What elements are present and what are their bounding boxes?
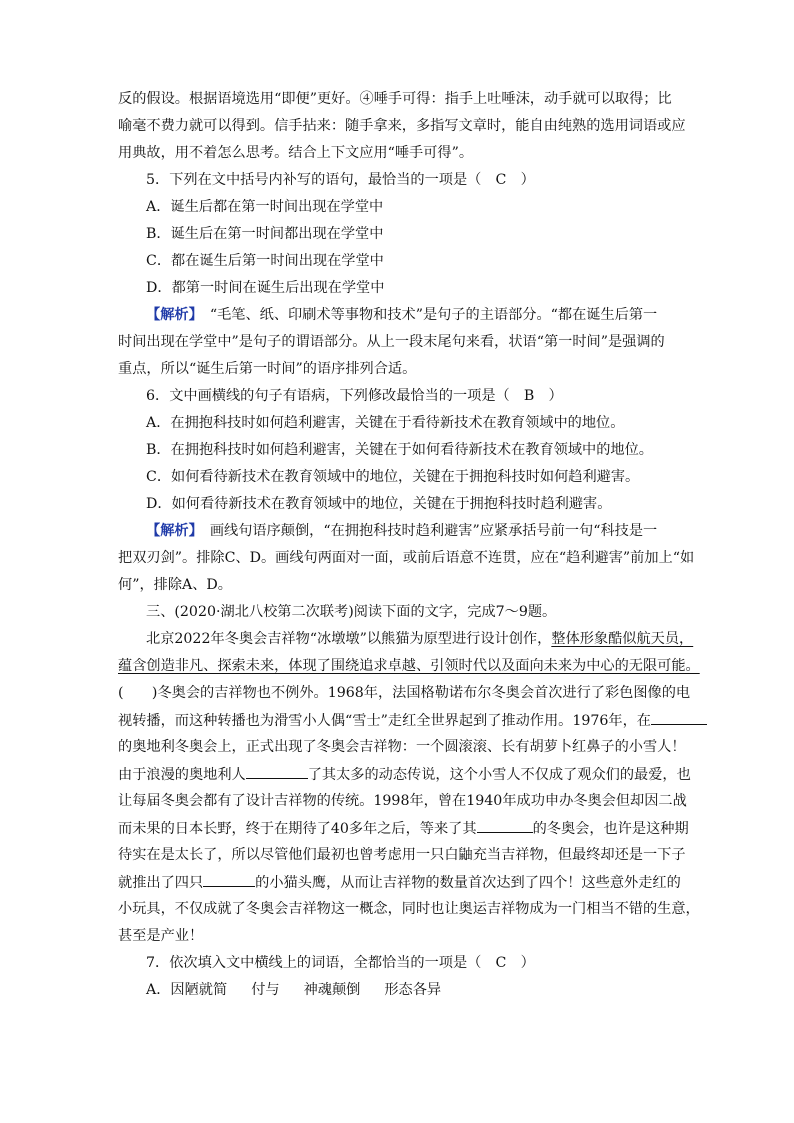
passage-text: 由于浪漫的奥地利人 — [118, 767, 246, 783]
q6-stem: 6．文中画横线的句子有语病，下列修改最恰当的一项是（ B ） — [146, 388, 563, 404]
passage-line-1 — [146, 626, 693, 653]
q5-option-b: B．诞生后在第一时间都出现在学堂中 — [146, 226, 384, 242]
q5-option-a: A．诞生后都在第一时间出现在学堂中 — [146, 199, 384, 215]
fill-blank-2[interactable] — [246, 761, 308, 779]
passage-line-9: 待实在是太长了，所以尽管他们最初也曾考虑用一只白鼬充当吉祥物，但最终却还是一下子 — [118, 847, 686, 863]
intro-line-3: 用典故，用不着怎么思考。结合上下文应用“唾手可得”。 — [118, 145, 474, 161]
q7-stem: 7．依次填入文中横线上的词语，全都恰当的一项是（ C ） — [146, 955, 535, 971]
passage-line-5: 的奥地利冬奥会上，正式出现了冬奥会吉祥物：一个圆滚滚、长有胡萝卜红鼻子的小雪人！ — [118, 739, 686, 755]
q6-analysis-line-3: 何”，排除A、D。 — [118, 577, 232, 593]
passage-text: 了其太多的动态传说，这个小雪人不仅成了观众们的最爱，也 — [307, 767, 691, 783]
passage-text: 就推出了四只 — [118, 875, 204, 891]
section3-heading: 三、(2020·湖北八校第二次联考)阅读下面的文字，完成7～9题。 — [146, 604, 557, 620]
passage-line-2 — [118, 653, 700, 680]
intro-line-2: 喻毫不费力就可以得到。信手拈来：随手拿来，多指写文章时，能自由纯熟的选用词语或应 — [118, 118, 686, 134]
underlined-sentence: 蕴含创造非凡、探索未来，体现了围绕追求卓越、引领时代以及面向未来为中心的无限可能。 — [118, 658, 700, 674]
q7-option-a-word-3: 神魂颠倒 — [303, 982, 361, 998]
q5-stem: 5．下列在文中括号内补写的语句，最恰当的一项是（ C ） — [146, 172, 535, 188]
analysis-tag: 【解析】 — [146, 523, 196, 539]
underlined-sentence: 整体形象酷似航天员， — [551, 631, 694, 647]
q6-analysis-text-1: 画线句语序颠倒，“在拥抱科技时趋利避害”应紧承括号前一句“科技是一 — [195, 523, 658, 539]
passage-text: 的冬奥会，也许是这种期 — [532, 821, 689, 837]
q7-option-a-word-2: 付与 — [251, 982, 280, 998]
passage-text: 而未果的日本长野，终于在期待了40多年之后，等来了其 — [118, 821, 477, 837]
q5-analysis-line-2: 时间出现在学堂中”是句子的谓语部分。从上一段末尾句来看，状语“第一时间”是强调的 — [118, 334, 665, 350]
q6-option-d: D．如何看待新技术在教育领域中的地位，关键在于拥抱科技时趋利避害。 — [146, 496, 612, 512]
passage-text: 视转播，而这种转播也为滑雪小人偶“雪士”走红全世界起到了推动作用。1976年，在 — [118, 713, 651, 729]
q5-analysis-line-3: 重点，所以“诞生后第一时间”的语序排列合适。 — [118, 361, 417, 377]
passage-line-10 — [118, 869, 681, 896]
q6-analysis-line-2: 把双刃剑”。排除C、D。画线句两面对一面，或前后语意不连贯，应在“趋利避害”前加上“如 — [118, 550, 695, 566]
q5-option-d: D．都第一时间在诞生后出现在学堂中 — [146, 280, 385, 296]
fill-blank-1[interactable] — [651, 707, 707, 725]
q6-option-b: B．在拥抱科技时如何趋利避害，关键在于如何看待新技术在教育领域中的地位。 — [146, 442, 653, 458]
fill-blank-3[interactable] — [477, 815, 533, 833]
analysis-tag: 【解析】 — [146, 307, 196, 323]
q6-option-a: A．在拥抱科技时如何趋利避害，关键在于看待新技术在教育领域中的地位。 — [146, 415, 625, 431]
passage-line-11: 小玩具，不仅成就了冬奥会吉祥物这一概念，同时也让奥运吉祥物成为一门相当不错的生意， — [118, 901, 700, 917]
passage-line-3: ( )冬奥会的吉祥物也不例外。1968年，法国格勒诺布尔冬奥会首次进行了彩色图像的电 — [118, 685, 691, 701]
passage-line-7: 让每届冬奥会都有了设计吉祥物的传统。1998年，曾在1940年成功申办冬奥会但却因二战 — [118, 793, 687, 809]
q6-option-c: C．如何看待新技术在教育领域中的地位，关键在于拥抱科技时如何趋利避害。 — [146, 469, 640, 485]
fill-blank-4[interactable] — [203, 869, 255, 887]
passage-line-4 — [118, 707, 707, 734]
q7-option-a-word-4: 形态各异 — [384, 982, 442, 998]
passage-line-8 — [118, 815, 689, 842]
intro-line-1: 反的假设。根据语境选用“即便”更好。④唾手可得：指手上吐唾沫，动手就可以取得；比 — [118, 91, 672, 107]
passage-line-12: 甚至是产业！ — [118, 928, 204, 944]
passage-text: 北京2022年冬奥会吉祥物“冰墩墩”以熊猫为原型进行设计创作， — [146, 631, 552, 647]
q7-option-a-word-1: A．因陋就简 — [146, 982, 228, 998]
passage-text: 的小猫头鹰，从而让吉祥物的数量首次达到了四个！这些意外走红的 — [255, 875, 681, 891]
q7-option-a — [146, 977, 441, 1004]
q5-analysis-text-1: “毛笔、纸、印刷术等事物和技术”是句子的主语部分。“都在诞生后第一 — [195, 307, 658, 323]
q5-analysis-line-1 — [146, 302, 657, 329]
q5-option-c: C．都在诞生后第一时间出现在学堂中 — [146, 253, 384, 269]
q6-analysis-line-1 — [146, 518, 657, 545]
passage-line-6 — [118, 761, 691, 788]
